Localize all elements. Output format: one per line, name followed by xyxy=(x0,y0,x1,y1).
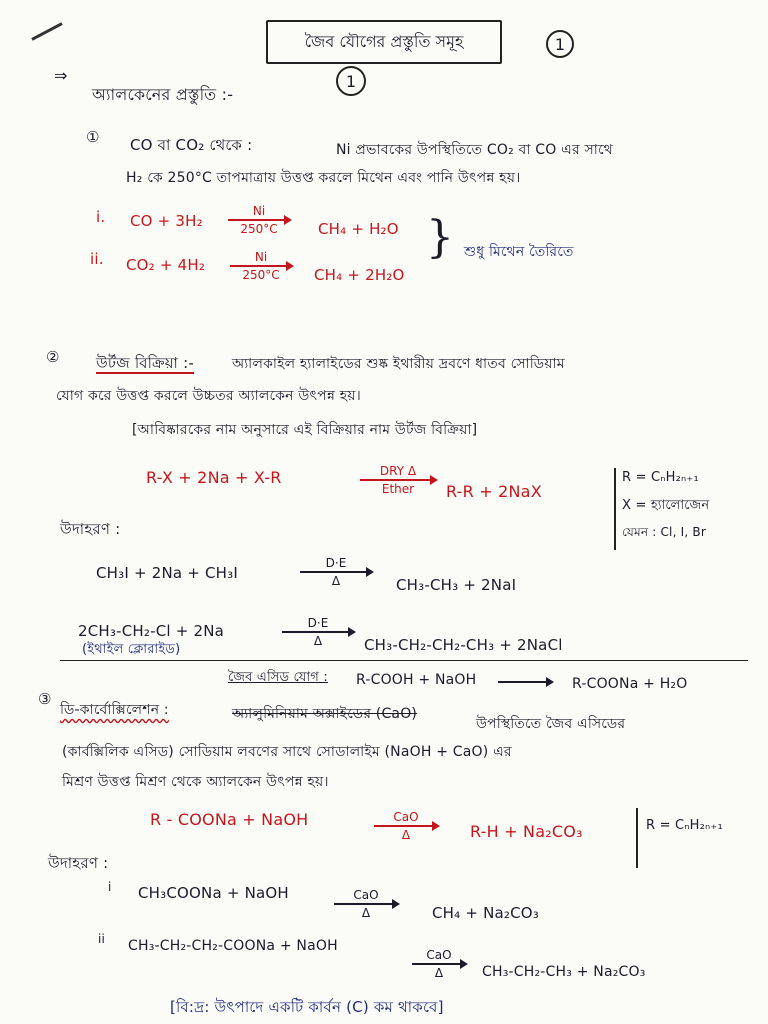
method2-title: উর্টজ বিক্রিয়া :- xyxy=(96,354,194,372)
method1-line2: H₂ কে 250°C তাপমাত্রায় উত্তপ্ত করলে মিথেন এবং পানি উৎপন্ন হয়। xyxy=(126,170,521,186)
decarb-ex2-left: CH₃-CH₂-CH₂-COONa + NaOH xyxy=(128,938,338,954)
wurtz-general-arrow xyxy=(360,464,436,496)
eq2-right: CH₄ + 2H₂O xyxy=(314,266,405,284)
footnote: [বি:দ্র: উৎপাদে একটি কার্বন (C) কম থাকবে] xyxy=(170,998,444,1016)
wurtz-general-left: R-X + 2Na + X-R xyxy=(146,468,282,487)
decarb-ex2-heat: Δ xyxy=(434,966,444,980)
method2-line1: অ্যালকাইল হ্যালাইডের শুষ্ক ইথারীয় দ্রবণে ধাতব সোডিয়াম xyxy=(232,356,565,372)
method3-number: ③ xyxy=(38,690,52,708)
wurtz-ex1-left: CH₃I + 2Na + CH₃I xyxy=(96,564,238,582)
decarb-ex1-label: i xyxy=(108,880,112,894)
eq2-temp: 250°C xyxy=(242,268,280,282)
wurtz-ex1-condition: D·E xyxy=(325,556,347,570)
page-number xyxy=(546,30,574,58)
decarb-ex2-arrow xyxy=(412,948,466,980)
eq1-temp: 250°C xyxy=(240,222,278,236)
example-label-wurtz: উদাহরণ : xyxy=(60,520,121,538)
pen-mark xyxy=(31,22,62,41)
eq2-arrow xyxy=(230,250,292,282)
wurtz-condition: DRY Δ xyxy=(379,464,417,478)
section-number-text: 1 xyxy=(345,71,357,91)
page-title xyxy=(266,20,502,64)
acid-left: R-COOH + NaOH xyxy=(356,672,477,688)
decarb-ex1-arrow xyxy=(334,888,398,920)
method1-heading: CO বা CO₂ থেকে : xyxy=(130,136,253,154)
eq2-label: ii. xyxy=(90,250,104,268)
decarb-catalyst: CaO xyxy=(393,810,419,824)
eq1-right: CH₄ + H₂O xyxy=(318,220,399,238)
eq1-label: i. xyxy=(96,208,106,226)
method3-line1: উপস্থিতিতে জৈব এসিডের xyxy=(476,716,626,732)
wurtz-ex2-arrow xyxy=(282,616,354,648)
brace-right: } xyxy=(426,212,454,263)
wurtz-ex2-left: 2CH₃-CH₂-Cl + 2Na xyxy=(78,622,225,640)
methane-note: শুধু মিথেন তৈরিতে xyxy=(464,244,574,260)
eq1-catalyst: Ni xyxy=(252,204,266,218)
section-number xyxy=(336,66,366,96)
wurtz-ex2-right: CH₃-CH₂-CH₂-CH₃ + 2NaCl xyxy=(364,636,563,654)
divider-line xyxy=(60,660,748,661)
method2-line3: [আবিষ্কারকের নাম অনুসারে এই বিক্রিয়ার নাম উর্টজ বিক্রিয়া] xyxy=(132,422,478,438)
decarb-ex1-heat: Δ xyxy=(361,906,371,920)
eq2-left: CO₂ + 4H₂ xyxy=(126,256,206,274)
page-number-text: 1 xyxy=(554,34,566,54)
ethyl-chloride-label: (ইথাইল ক্লোরাইড) xyxy=(82,642,181,657)
decarb-general-left: R - COONa + NaOH xyxy=(150,810,309,829)
decarb-ex1-right: CH₄ + Na₂CO₃ xyxy=(432,904,539,922)
acid-label: জৈব এসিড যোগ : xyxy=(228,670,328,685)
method3-heading xyxy=(60,698,169,722)
eq2-catalyst: Ni xyxy=(254,250,268,264)
decarb-general-arrow xyxy=(374,810,438,842)
wurtz-ex1-heat: Δ xyxy=(331,574,341,588)
wurtz-ex2-heat: Δ xyxy=(313,634,323,648)
acid-right: R-COONa + H₂O xyxy=(572,676,688,692)
method3-line2: (কার্বক্সিলিক এসিড) সোডিয়াম লবণের সাথে সোডালাইম (NaOH + CaO) এর xyxy=(62,744,512,760)
side-note-x: X = হ্যালোজেন xyxy=(622,498,710,513)
acid-arrow xyxy=(498,680,552,684)
wurtz-general-right: R-R + 2NaX xyxy=(446,482,542,501)
side-note-example: যেমন : Cl, I, Br xyxy=(622,525,706,539)
decarb-side-note: R = CₙH₂ₙ₊₁ xyxy=(646,818,723,833)
decarb-ex2-right: CH₃-CH₂-CH₃ + Na₂CO₃ xyxy=(482,964,646,980)
side-note-r: R = CₙH₂ₙ₊₁ xyxy=(622,470,699,485)
decarb-ex2-catalyst: CaO xyxy=(426,948,452,962)
wurtz-ex1-arrow xyxy=(300,556,372,588)
method3-title: ডি-কার্বোক্সিলেশন : xyxy=(60,702,169,718)
eq1-arrow xyxy=(228,204,290,236)
wurtz-ex2-condition: D·E xyxy=(307,616,329,630)
method2-heading xyxy=(96,352,194,377)
method3-line3: মিশ্রণ উত্তপ্ত মিশ্রণ থেকে অ্যালকেন উৎপন্ন হয়। xyxy=(62,774,329,790)
wurtz-solvent: Ether xyxy=(381,482,415,496)
decarb-ex2-label: ii xyxy=(98,932,106,946)
decarb-side-divider xyxy=(636,808,638,868)
example-label-decarb: উদাহরণ : xyxy=(48,854,109,872)
decarb-heat: Δ xyxy=(401,828,411,842)
decarb-ex1-catalyst: CaO xyxy=(353,888,379,902)
eq1-left: CO + 3H₂ xyxy=(130,212,203,230)
page-title-text: জৈব যৌগের প্রস্তুতি সমূহ xyxy=(304,31,464,51)
section-arrow: ⇒ xyxy=(54,66,68,85)
method2-number: ② xyxy=(46,348,60,366)
decarb-ex1-left: CH₃COONa + NaOH xyxy=(138,884,289,902)
side-divider xyxy=(614,468,616,550)
decarb-general-right: R-H + Na₂CO₃ xyxy=(470,822,583,841)
method3-struck: অ্যালুমিনিয়াম অক্সাইডের (CaO) xyxy=(232,706,418,722)
wurtz-ex1-right: CH₃-CH₃ + 2NaI xyxy=(396,576,517,594)
section-heading: অ্যালকেনের প্রস্তুতি :- xyxy=(92,85,234,104)
method2-line2: যোগ করে উত্তপ্ত করলে উচ্চতর অ্যালকেন উৎপন্ন হয়। xyxy=(56,388,361,404)
method1-number: ① xyxy=(86,128,100,146)
method1-line1: Ni প্রভাবকের উপস্থিতিতে CO₂ বা CO এর সাথে xyxy=(336,142,613,158)
